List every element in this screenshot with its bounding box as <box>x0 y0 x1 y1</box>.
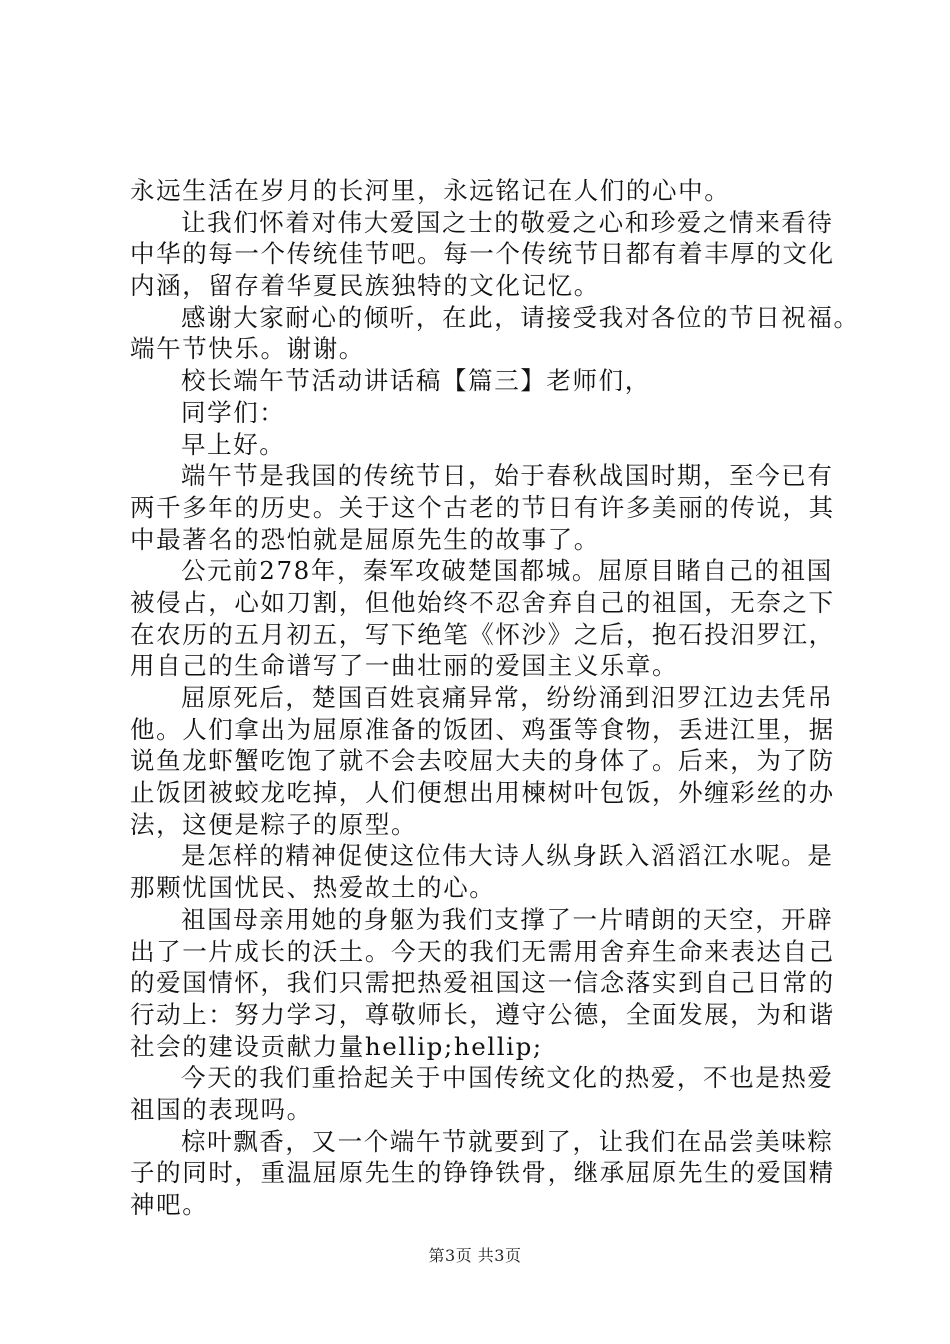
text-line: 社会的建设贡献力量hellip;hellip; <box>130 1031 543 1061</box>
text-line: 屈原死后，楚国百姓哀痛异常，纷纷涌到汨罗江边去凭吊 <box>181 683 834 712</box>
text-line: 内涵，留存着华夏民族独特的文化记忆。 <box>130 271 600 301</box>
page-footer: 第3页 共3页 <box>428 1246 522 1265</box>
text-line: 祖国母亲用她的身躯为我们支撑了一片晴朗的天空，开辟 <box>181 904 834 934</box>
text-line: 同学们： <box>181 397 286 427</box>
text-line: 端午节是我国的传统节日，始于春秋战国时期，至今已有 <box>181 461 834 491</box>
text-line: 用自己的生命谱写了一曲壮丽的爱国主义乐章。 <box>130 651 679 681</box>
text-line: 棕叶飘香，又一个端午节就要到了，让我们在品尝美味粽 <box>181 1126 834 1156</box>
text-line: 法，这便是粽子的原型。 <box>130 809 418 839</box>
text-line: 止饭团被蛟龙吃掉，人们便想出用楝树叶包饭，外缠彩丝的办 <box>130 778 835 808</box>
text-line: 说鱼龙虾蟹吃饱了就不会去咬屈大夫的身体了。后来，为了防 <box>130 746 835 776</box>
text-line: 早上好。 <box>181 429 286 459</box>
text-line: 是怎样的精神促使这位伟大诗人纵身跃入滔滔江水呢。是 <box>181 841 834 871</box>
text-line: 在农历的五月初五，写下绝笔《怀沙》之后，抱石投汨罗江， <box>130 619 835 649</box>
text-line: 祖国的表现吗。 <box>130 1094 313 1124</box>
text-line: 被侵占，心如刀割，但他始终不忍舍弃自己的祖国，无奈之下 <box>130 587 835 617</box>
text-line: 中华的每一个传统佳节吧。每一个传统节日都有着丰厚的文化 <box>130 239 835 269</box>
text-line: 公元前278年，秦军攻破楚国都城。屈原目睹自己的祖国 <box>181 556 833 586</box>
text-line: 的爱国情怀，我们只需把热爱祖国这一信念落实到自己日常的 <box>130 968 835 998</box>
text-line: 今天的我们重拾起关于中国传统文化的热爱，不也是热爱 <box>181 1063 834 1093</box>
text-line: 神吧。 <box>130 1190 209 1219</box>
text-line: 中最著名的恐怕就是屈原先生的故事了。 <box>130 524 600 554</box>
text-line: 他。人们拿出为屈原准备的饭团、鸡蛋等食物，丢进江里，据 <box>130 714 835 744</box>
text-line: 端午节快乐。谢谢。 <box>130 334 365 364</box>
text-line: 行动上：努力学习，尊敬师长，遵守公德，全面发展，为和谐 <box>130 999 835 1029</box>
text-line: 子的同时，重温屈原先生的铮铮铁骨，继承屈原先生的爱国精 <box>130 1158 835 1188</box>
text-line: 出了一片成长的沃土。今天的我们无需用舍弃生命来表达自己 <box>130 936 835 966</box>
text-line: 让我们怀着对伟大爱国之士的敬爱之心和珍爱之情来看待 <box>181 207 834 237</box>
text-line: 感谢大家耐心的倾听，在此，请接受我对各位的节日祝福。 <box>181 302 860 332</box>
text-line: 那颗忧国忧民、热爱故土的心。 <box>130 873 496 903</box>
text-line: 永远生活在岁月的长河里，永远铭记在人们的心中。 <box>130 176 731 205</box>
document-body <box>130 175 860 1221</box>
text-line: 两千多年的历史。关于这个古老的节日有许多美丽的传说，其 <box>130 492 835 522</box>
text-line: 校长端午节活动讲话稿【篇三】老师们， <box>181 366 651 396</box>
